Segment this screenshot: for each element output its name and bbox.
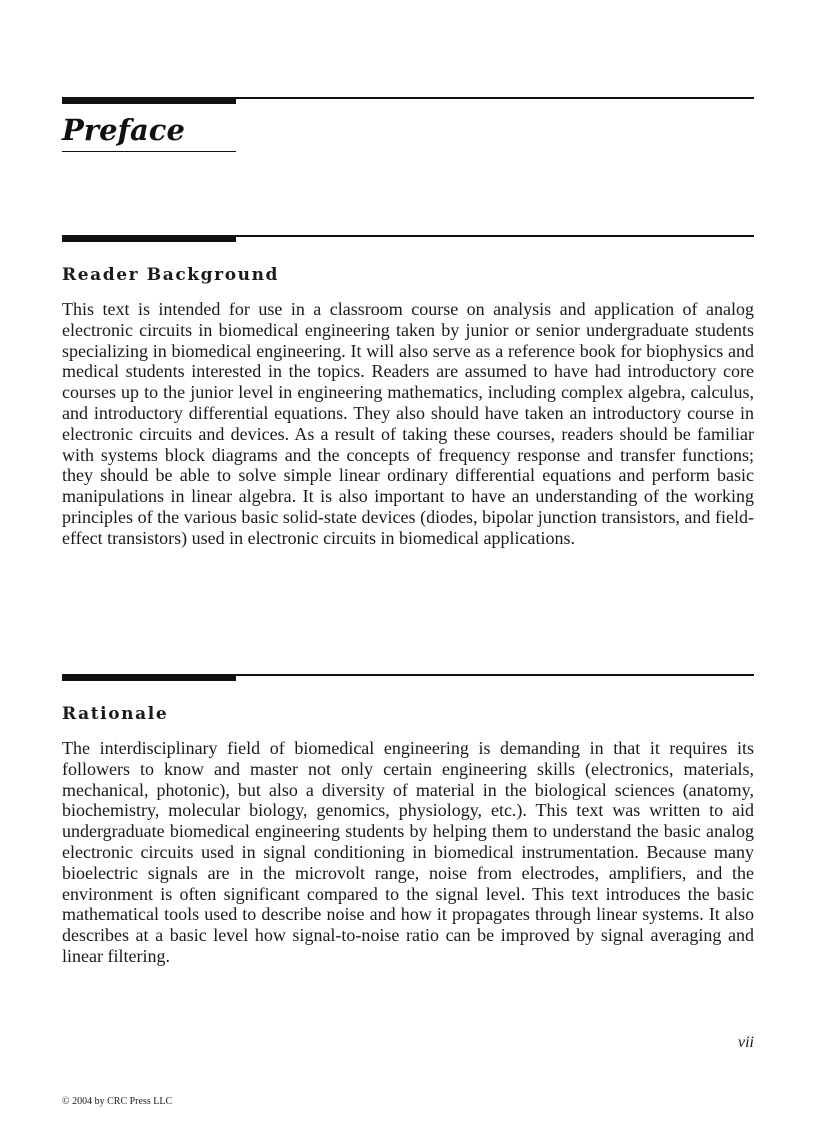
chapter-rule-top [62,97,754,105]
section-heading-reader-background: Reader Background [62,265,280,285]
section-rule-reader-background [62,235,754,243]
chapter-title-underline [62,151,236,152]
section-body-reader-background: This text is intended for use in a classroom course on analysis and application of analog electronic circuits in biomedical engineering taken by junior or senior undergraduate students specializing in biomedical engineering. It will also serve as a reference book for biophysics and medical students interested in the topics. Readers are assumed to have had introductory core courses up to the junior level in engineering mathematics, including complex algebra, calculus, and introductory differential equations. They also should have taken an introductory course in electronic circuits and devices. As a result of taking these courses, readers should be familiar with systems block diagrams and the concepts of frequency response and transfer functions; they should be able to solve simple linear ordinary differential equations and perform basic manipulations in linear algebra. It is also important to have an understanding of the working principles of the various basic solid-state devices (diodes, bipolar junction transistors, and field-effect transistors) used in electronic circuits in biomedical applications. [62,299,754,548]
rule-thin-segment [236,674,754,676]
copyright-notice: © 2004 by CRC Press LLC [62,1096,173,1107]
rule-thick-segment [62,235,236,242]
chapter-title: Preface [62,113,185,147]
rule-thin-segment [236,97,754,99]
section-rule-rationale [62,674,754,682]
rule-thick-segment [62,674,236,681]
rule-thick-segment [62,97,236,104]
section-body-rationale: The interdisciplinary field of biomedical engineering is demanding in that it requires its followers to know and master not only certain engineering skills (electronics, materials, mechanical, photonic), but also a diversity of material in the biological sciences (anatomy, biochemistry, molecular biology, genomics, physiology, etc.). This text was written to aid undergraduate biomedical engineering students by helping them to understand the basic analog electronic circuits used in signal conditioning in biomedical instrumentation. Because many bioelectric signals are in the microvolt range, noise from electrodes, amplifiers, and the environment is often significant compared to the signal level. This text introduces the basic mathematical tools used to describe noise and how it propagates through linear systems. It also describes at a basic level how signal-to-noise ratio can be improved by signal averaging and linear filtering. [62,738,754,966]
rule-thin-segment [236,235,754,237]
section-heading-rationale: Rationale [62,704,169,724]
page-number: vii [738,1034,754,1051]
